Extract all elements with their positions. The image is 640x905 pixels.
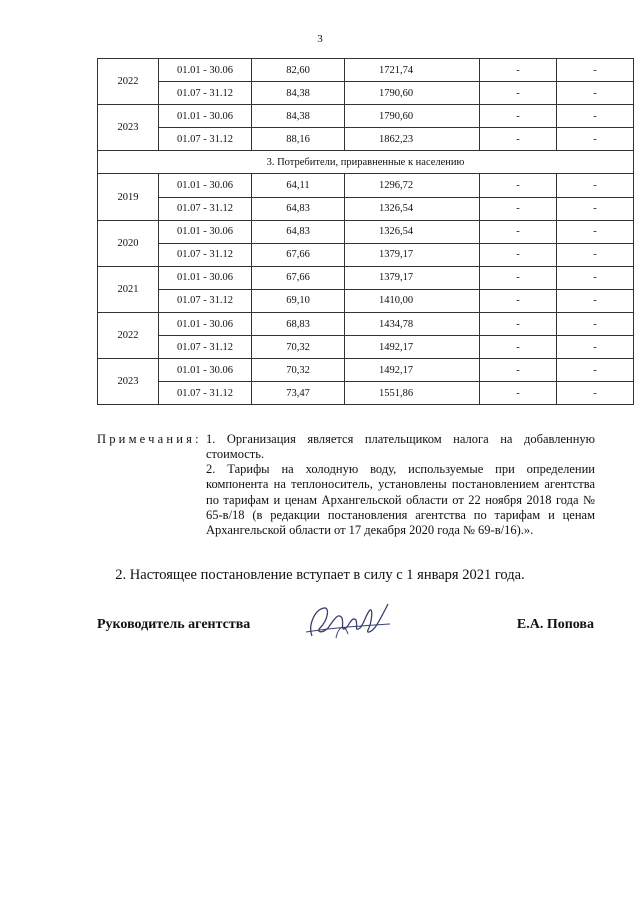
tariff-dash-cell: -	[480, 336, 557, 359]
tariff-value-cell: 64,83	[252, 220, 345, 243]
effective-date-clause: 2. Настоящее постановление вступает в силу с 1 января 2021 года.	[115, 567, 525, 583]
period-cell: 01.07 - 31.12	[159, 82, 252, 105]
table-row	[98, 359, 634, 382]
tariff-value-cell: 1326,54	[345, 220, 480, 243]
period-cell: 01.01 - 30.06	[159, 359, 252, 382]
page-number: 3	[317, 33, 323, 45]
tariff-dash-cell: -	[557, 359, 634, 382]
tariff-value-cell: 88,16	[252, 128, 345, 151]
tariff-dash-cell: -	[480, 359, 557, 382]
tariff-dash-cell: -	[557, 197, 634, 220]
tariff-dash-cell: -	[557, 82, 634, 105]
period-cell: 01.07 - 31.12	[159, 289, 252, 312]
table-row	[98, 382, 634, 405]
tariff-dash-cell: -	[480, 59, 557, 82]
period-cell: 01.01 - 30.06	[159, 313, 252, 336]
section-header-row	[98, 151, 634, 174]
tariff-dash-cell: -	[480, 197, 557, 220]
tariff-value-cell: 67,66	[252, 266, 345, 289]
tariff-value-cell: 1551,86	[345, 382, 480, 405]
tariff-value-cell: 1296,72	[345, 174, 480, 197]
table-row	[98, 174, 634, 197]
period-cell: 01.07 - 31.12	[159, 243, 252, 266]
tariff-value-cell: 1379,17	[345, 266, 480, 289]
tariff-dash-cell: -	[480, 313, 557, 336]
tariff-dash-cell: -	[480, 82, 557, 105]
table-row	[98, 105, 634, 128]
signatory-name: Е.А. Попова	[516, 617, 594, 632]
tariff-dash-cell: -	[480, 243, 557, 266]
tariff-dash-cell: -	[480, 266, 557, 289]
tariff-value-cell: 64,83	[252, 197, 345, 220]
tariff-value-cell: 1379,17	[345, 243, 480, 266]
note-item-2: 2. Тарифы на холодную воду, используемые при определении компонента на теплоноситель, установлены постановлением агентства по тарифам и ценам Архангельской области от 22 ноября 2018 года № 65-в/18 (в редакции постановления агентства по тарифам и ценам Архангельской области от 17 декабря 2020 года № 69-в/16).».	[206, 462, 595, 538]
period-cell: 01.01 - 30.06	[159, 105, 252, 128]
tariff-dash-cell: -	[557, 336, 634, 359]
tariff-value-cell: 1410,00	[345, 289, 480, 312]
table-row	[98, 128, 634, 151]
tariff-value-cell: 1790,60	[345, 105, 480, 128]
tariff-dash-cell: -	[480, 128, 557, 151]
year-cell: 2019	[98, 174, 159, 220]
note-item-1: 1. Организация является плательщиком налога на добавленную стоимость.	[206, 432, 595, 462]
tariff-value-cell: 1492,17	[345, 359, 480, 382]
period-cell: 01.01 - 30.06	[159, 59, 252, 82]
tariff-dash-cell: -	[557, 313, 634, 336]
period-cell: 01.01 - 30.06	[159, 220, 252, 243]
period-cell: 01.07 - 31.12	[159, 382, 252, 405]
tariff-value-cell: 70,32	[252, 359, 345, 382]
year-cell: 2023	[98, 105, 159, 151]
period-cell: 01.01 - 30.06	[159, 174, 252, 197]
year-cell: 2022	[98, 59, 159, 105]
table-row	[98, 82, 634, 105]
tariff-dash-cell: -	[557, 266, 634, 289]
tariff-value-cell: 68,83	[252, 313, 345, 336]
table-row	[98, 243, 634, 266]
tariff-value-cell: 84,38	[252, 105, 345, 128]
tariff-value-cell: 1790,60	[345, 82, 480, 105]
tariff-dash-cell: -	[557, 289, 634, 312]
table-row	[98, 289, 634, 312]
tariff-value-cell: 69,10	[252, 289, 345, 312]
tariff-value-cell: 1862,23	[345, 128, 480, 151]
section-title: 3. Потребители, приравненные к населению	[98, 151, 634, 174]
tariff-value-cell: 64,11	[252, 174, 345, 197]
period-cell: 01.07 - 31.12	[159, 336, 252, 359]
table-row	[98, 220, 634, 243]
tariff-dash-cell: -	[480, 174, 557, 197]
tariff-value-cell: 70,32	[252, 336, 345, 359]
tariff-dash-cell: -	[557, 128, 634, 151]
tariff-dash-cell: -	[480, 382, 557, 405]
tariff-dash-cell: -	[557, 59, 634, 82]
table-row	[98, 336, 634, 359]
table-row	[98, 266, 634, 289]
table-row	[98, 197, 634, 220]
tariff-dash-cell: -	[557, 105, 634, 128]
year-cell: 2023	[98, 359, 159, 405]
handwritten-signature	[300, 598, 395, 646]
tariff-dash-cell: -	[557, 243, 634, 266]
tariff-dash-cell: -	[480, 220, 557, 243]
tariff-dash-cell: -	[557, 220, 634, 243]
tariff-value-cell: 1721,74	[345, 59, 480, 82]
tariff-dash-cell: -	[480, 289, 557, 312]
tariff-table	[97, 58, 634, 405]
tariff-value-cell: 67,66	[252, 243, 345, 266]
year-cell: 2021	[98, 266, 159, 312]
table-row	[98, 59, 634, 82]
year-cell: 2022	[98, 313, 159, 359]
period-cell: 01.01 - 30.06	[159, 266, 252, 289]
tariff-value-cell: 84,38	[252, 82, 345, 105]
notes-label: Примечания:	[97, 432, 202, 446]
year-cell: 2020	[98, 220, 159, 266]
signatory-title: Руководитель агентства	[97, 617, 251, 632]
tariff-value-cell: 1326,54	[345, 197, 480, 220]
period-cell: 01.07 - 31.12	[159, 128, 252, 151]
tariff-value-cell: 82,60	[252, 59, 345, 82]
period-cell: 01.07 - 31.12	[159, 197, 252, 220]
tariff-value-cell: 73,47	[252, 382, 345, 405]
tariff-value-cell: 1492,17	[345, 336, 480, 359]
tariff-value-cell: 1434,78	[345, 313, 480, 336]
tariff-dash-cell: -	[557, 382, 634, 405]
tariff-dash-cell: -	[557, 174, 634, 197]
table-row	[98, 313, 634, 336]
tariff-dash-cell: -	[480, 105, 557, 128]
